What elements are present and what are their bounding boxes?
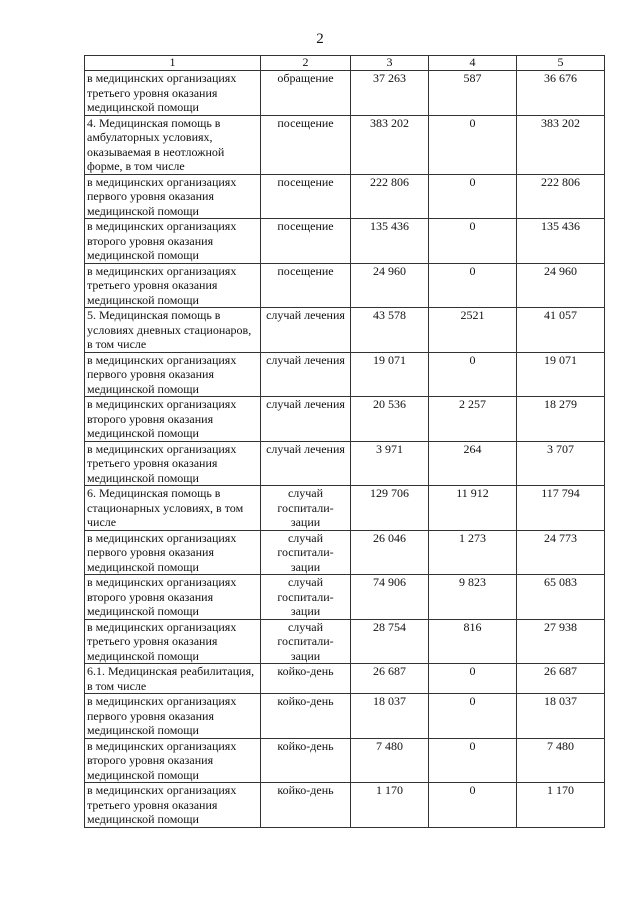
row-label-cell: в медицинских организациях третьего уровня оказания медицинской помощи [85, 71, 261, 116]
total-value-cell: 19 071 [351, 352, 429, 397]
result-value-cell: 24 773 [517, 530, 605, 575]
total-value-cell: 24 960 [351, 263, 429, 308]
unit-cell: случай лечения [261, 352, 351, 397]
table-row [85, 575, 605, 620]
result-value-cell: 18 279 [517, 397, 605, 442]
result-value-cell: 65 083 [517, 575, 605, 620]
result-value-cell: 41 057 [517, 308, 605, 353]
value-cell: 0 [429, 783, 517, 828]
unit-cell: койко-день [261, 738, 351, 783]
result-value-cell: 27 938 [517, 619, 605, 664]
unit-cell: случай госпитали-зации [261, 530, 351, 575]
column-header: 5 [517, 56, 605, 71]
row-label-cell: 5. Медицинская помощь в условиях дневных стационаров, в том числе [85, 308, 261, 353]
table-row [85, 441, 605, 486]
data-table [84, 55, 605, 828]
page-number: 2 [316, 31, 324, 47]
row-label-cell: в медицинских организациях третьего уровня оказания медицинской помощи [85, 783, 261, 828]
table-row [85, 397, 605, 442]
value-cell: 264 [429, 441, 517, 486]
total-value-cell: 26 046 [351, 530, 429, 575]
unit-cell: случай лечения [261, 308, 351, 353]
value-cell: 2521 [429, 308, 517, 353]
total-value-cell: 129 706 [351, 486, 429, 531]
value-cell: 0 [429, 174, 517, 219]
value-cell: 0 [429, 694, 517, 739]
value-cell: 9 823 [429, 575, 517, 620]
row-label-cell: в медицинских организациях второго уровня оказания медицинской помощи [85, 738, 261, 783]
unit-cell: посещение [261, 174, 351, 219]
total-value-cell: 7 480 [351, 738, 429, 783]
value-cell: 816 [429, 619, 517, 664]
total-value-cell: 135 436 [351, 219, 429, 264]
unit-cell: случай лечения [261, 441, 351, 486]
total-value-cell: 20 536 [351, 397, 429, 442]
result-value-cell: 36 676 [517, 71, 605, 116]
unit-cell: посещение [261, 219, 351, 264]
unit-cell: случай лечения [261, 397, 351, 442]
unit-cell: обращение [261, 71, 351, 116]
total-value-cell: 26 687 [351, 664, 429, 694]
table-row [85, 352, 605, 397]
unit-cell: койко-день [261, 783, 351, 828]
row-label-cell: 6.1. Медицинская реабилитация, в том числе [85, 664, 261, 694]
row-label-cell: в медицинских организациях третьего уровня оказания медицинской помощи [85, 441, 261, 486]
result-value-cell: 18 037 [517, 694, 605, 739]
result-value-cell: 19 071 [517, 352, 605, 397]
table-row [85, 619, 605, 664]
value-cell: 0 [429, 664, 517, 694]
table-row [85, 174, 605, 219]
row-label-cell: в медицинских организациях второго уровня оказания медицинской помощи [85, 575, 261, 620]
column-header: 3 [351, 56, 429, 71]
table-row [85, 219, 605, 264]
total-value-cell: 1 170 [351, 783, 429, 828]
row-label-cell: в медицинских организациях первого уровня оказания медицинской помощи [85, 352, 261, 397]
value-cell: 587 [429, 71, 517, 116]
table-row [85, 783, 605, 828]
value-cell: 0 [429, 219, 517, 264]
value-cell: 11 912 [429, 486, 517, 531]
column-header: 4 [429, 56, 517, 71]
value-cell: 1 273 [429, 530, 517, 575]
table-row [85, 486, 605, 531]
table-row [85, 308, 605, 353]
total-value-cell: 3 971 [351, 441, 429, 486]
result-value-cell: 26 687 [517, 664, 605, 694]
row-label-cell: в медицинских организациях второго уровня оказания медицинской помощи [85, 219, 261, 264]
table-row [85, 115, 605, 174]
result-value-cell: 1 170 [517, 783, 605, 828]
row-label-cell: в медицинских организациях третьего уровня оказания медицинской помощи [85, 263, 261, 308]
header-row [85, 56, 605, 71]
value-cell: 0 [429, 115, 517, 174]
column-header: 1 [85, 56, 261, 71]
total-value-cell: 222 806 [351, 174, 429, 219]
total-value-cell: 18 037 [351, 694, 429, 739]
result-value-cell: 24 960 [517, 263, 605, 308]
result-value-cell: 135 436 [517, 219, 605, 264]
row-label-cell: 6. Медицинская помощь в стационарных условиях, в том числе [85, 486, 261, 531]
value-cell: 0 [429, 352, 517, 397]
total-value-cell: 43 578 [351, 308, 429, 353]
row-label-cell: 4. Медицинская помощь в амбулаторных условиях, оказываемая в неотложной форме, в том числе [85, 115, 261, 174]
result-value-cell: 117 794 [517, 486, 605, 531]
table-row [85, 530, 605, 575]
column-header: 2 [261, 56, 351, 71]
table-row [85, 71, 605, 116]
table-row [85, 664, 605, 694]
value-cell: 0 [429, 263, 517, 308]
unit-cell: койко-день [261, 694, 351, 739]
row-label-cell: в медицинских организациях первого уровня оказания медицинской помощи [85, 694, 261, 739]
unit-cell: случай госпитали-зации [261, 486, 351, 531]
value-cell: 0 [429, 738, 517, 783]
result-value-cell: 383 202 [517, 115, 605, 174]
result-value-cell: 7 480 [517, 738, 605, 783]
row-label-cell: в медицинских организациях второго уровня оказания медицинской помощи [85, 397, 261, 442]
unit-cell: койко-день [261, 664, 351, 694]
result-value-cell: 222 806 [517, 174, 605, 219]
total-value-cell: 74 906 [351, 575, 429, 620]
unit-cell: случай госпитали-зации [261, 575, 351, 620]
total-value-cell: 37 263 [351, 71, 429, 116]
row-label-cell: в медицинских организациях третьего уровня оказания медицинской помощи [85, 619, 261, 664]
unit-cell: посещение [261, 115, 351, 174]
result-value-cell: 3 707 [517, 441, 605, 486]
total-value-cell: 383 202 [351, 115, 429, 174]
table-row [85, 694, 605, 739]
row-label-cell: в медицинских организациях первого уровня оказания медицинской помощи [85, 530, 261, 575]
unit-cell: случай госпитали-зации [261, 619, 351, 664]
table-row [85, 738, 605, 783]
total-value-cell: 28 754 [351, 619, 429, 664]
unit-cell: посещение [261, 263, 351, 308]
value-cell: 2 257 [429, 397, 517, 442]
row-label-cell: в медицинских организациях первого уровня оказания медицинской помощи [85, 174, 261, 219]
table-row [85, 263, 605, 308]
